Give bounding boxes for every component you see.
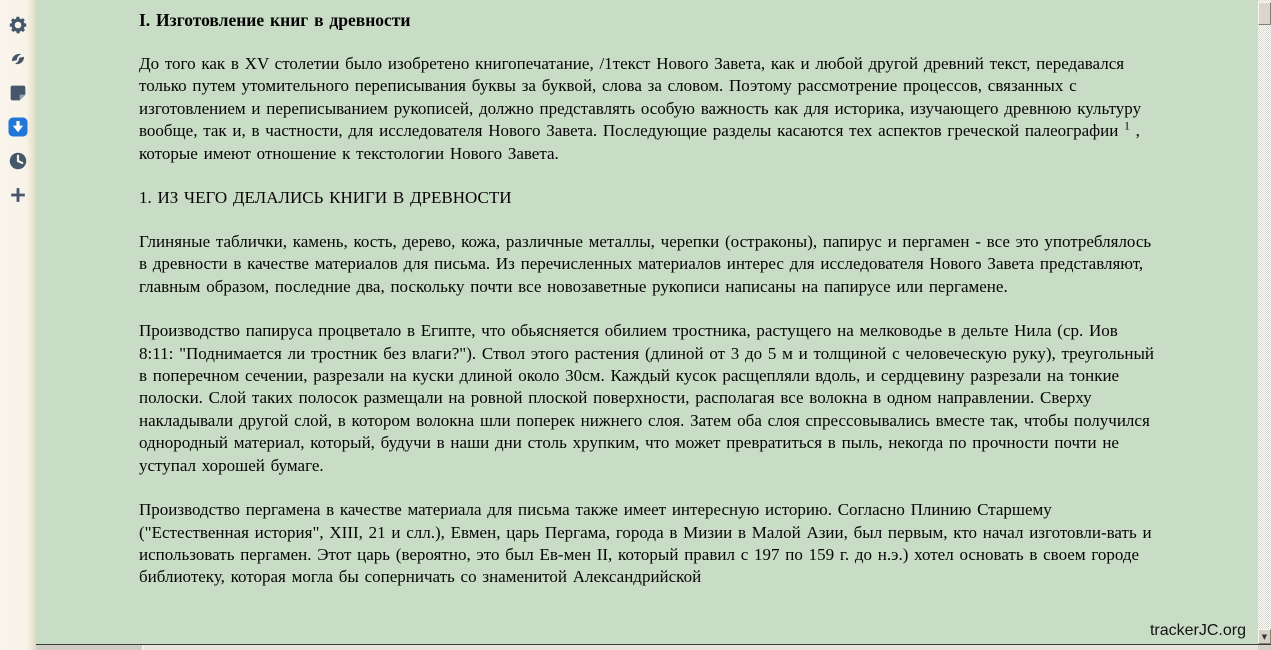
document-text (139, 9, 1155, 589)
footnote-link[interactable]: 1 (1124, 120, 1130, 133)
shuffle-icon (7, 48, 29, 70)
plus-icon (8, 185, 28, 205)
download-button[interactable] (6, 115, 30, 139)
horizontal-scrollbar[interactable] (36, 644, 1271, 650)
paragraph-1-tail: , которые имеют отношение к текстологии Нового Завета. (139, 121, 1140, 163)
paragraph-1 (139, 53, 1155, 165)
horizontal-scrollbar-thumb[interactable] (36, 645, 143, 650)
sidebar (0, 0, 36, 650)
scroll-down-button[interactable] (1258, 629, 1271, 644)
reading-pane (36, 0, 1258, 644)
download-icon (6, 115, 30, 139)
paragraph-1-text: До того как в XV столетии было изобретено книгопечатание, /1текст Нового Завета, как и любой другой древний текст, передавался только путем утомительного переписывания буквы за буквой, слова за словом. Поэтому рассмотрение процессов, связанных с изготовлением и переписыванием рукописей, должно представлять особую важность как для историка, изучающего древнюю культуру вообще, так и, в частности, для исследователя Нового Завета. Последующие разделы касаются тех аспектов греческой палеографии (139, 54, 1142, 141)
clock-icon (7, 150, 29, 172)
watermark: trackerJC.org (1149, 622, 1246, 639)
gear-icon (7, 14, 29, 36)
paragraph-2: Глиняные таблички, камень, кость, дерево, кожа, различные металлы, черепки (остраконы), папирус и пергамен - все это употреблялось в древности в качестве материалов для письма. Из перечисленных материалов интерес для исследователя Нового Завета представляют, главным образом, последние два, поскольку почти все новозаветные рукописи написаны на папирусе или пергамене. (139, 232, 1152, 296)
scrollbar-corner (1258, 645, 1271, 650)
shuffle-button[interactable] (6, 47, 30, 71)
vertical-scrollbar[interactable] (1258, 0, 1271, 644)
notes-button[interactable] (6, 81, 30, 105)
paragraph-4: Производство пергамена в качестве материала для письма также имеет интересную историю. Согласно Плинию Старшему ("Естественная история", XIII, 21 и слл.), Евмен, царь Пергама, города в Мизии в Малой Азии, был первым, кто начал изготовли-вать и использовать пергамен. Этот царь (вероятно, это был Ев-мен II, который правил с 197 по 159 г. до н.э.) хотел основать в своем городе библиотеку, которая могла бы соперничать со знаменитой Александрийской (139, 500, 1152, 587)
section-heading: 1. ИЗ ЧЕГО ДЕЛАЛИСЬ КНИГИ В ДРЕВНОСТИ (139, 188, 512, 208)
arrow-down-icon: ▼ (1261, 632, 1268, 641)
paragraph-3: Производство папируса процветало в Египте, что обьясняется обилием тростника, растущего на мелководье в дельте Нила (ср. Иов 8:11: "Поднимается ли тростник без влаги?"). Ствол этого растения (длиной от 3 до 5 м и толщиной с человеческую руку), треугольный в поперечном сечении, разрезали на куски длиной около 30см. Каждый кусок расщепляли вдоль, и сердцевину разрезали на тонкие полоски. Слой таких полосок размещали на ровной плоской поверхности, располагая все волокна в одном направлении. Сверху накладывали другой слой, в котором волокна шли поперек нижнего слоя. Затем оба слоя спрессовывались вместе так, чтобы получился однородный материал, который, будучи в наши дни столь хрупким, что может превратиться в пыль, некогда по прочности почти не уступал хорошей бумаге. (139, 321, 1154, 475)
history-button[interactable] (6, 149, 30, 173)
page-title: I. Изготовление книг в древности (139, 10, 411, 30)
add-button[interactable] (6, 183, 30, 207)
settings-button[interactable] (6, 13, 30, 37)
note-icon (7, 82, 29, 104)
vertical-scrollbar-thumb[interactable] (1258, 2, 1271, 25)
